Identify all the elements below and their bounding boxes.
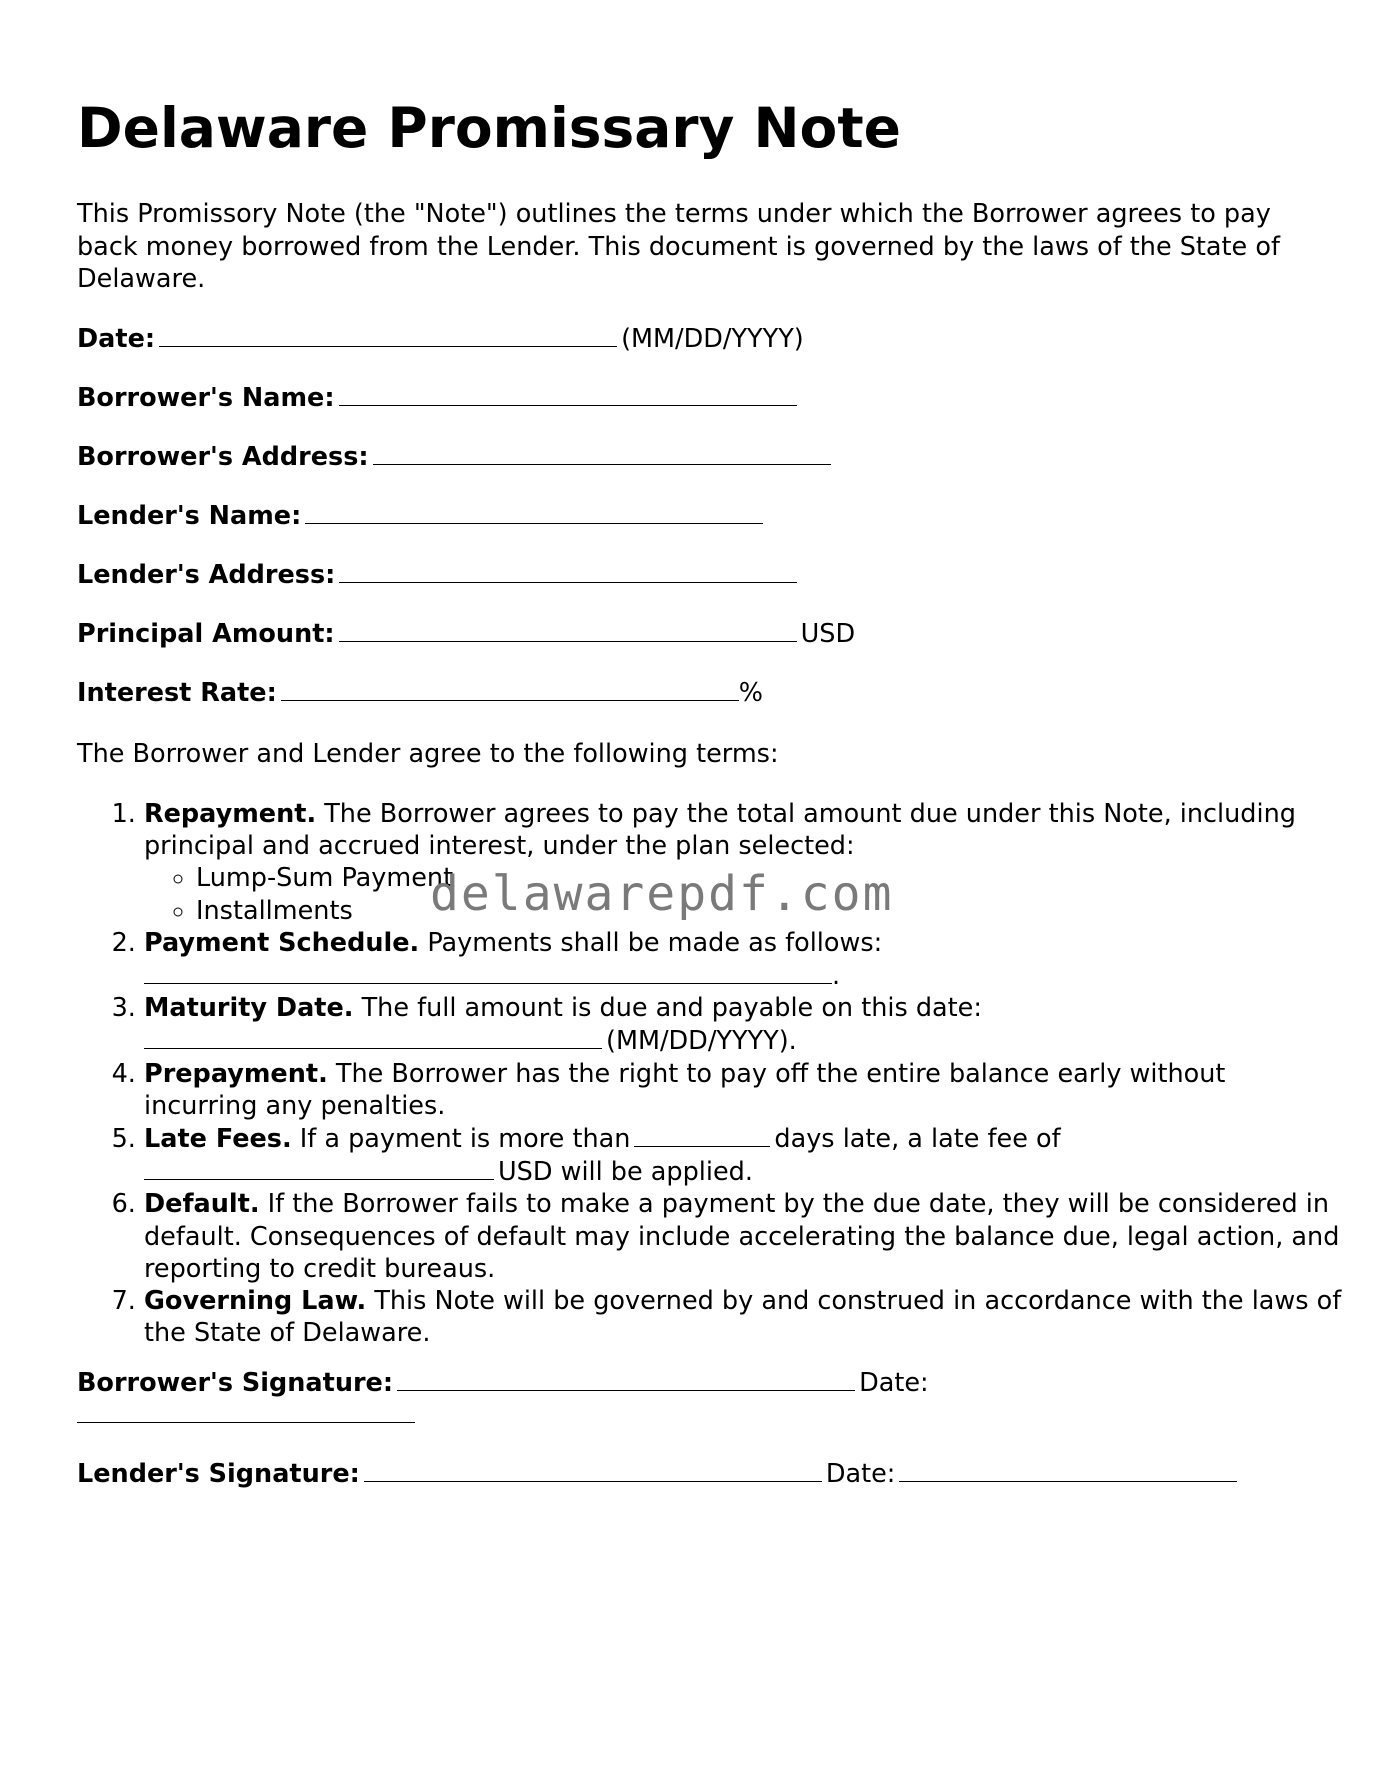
term-text: USD will be applied. bbox=[498, 1157, 753, 1188]
lender-signature-field bbox=[77, 1457, 1241, 1490]
lender-name-label: Lender's Name: bbox=[77, 501, 302, 531]
term-title: Governing Law. bbox=[144, 1286, 367, 1317]
term-text: This Note will be governed by and construed in accordance with the laws of the State of Delaware. bbox=[144, 1286, 1342, 1349]
interest-label: Interest Rate: bbox=[77, 678, 277, 708]
borrower-address-blank[interactable] bbox=[373, 440, 831, 465]
principal-label: Principal Amount: bbox=[77, 619, 335, 649]
lender-signature-label: Lender's Signature: bbox=[77, 1459, 360, 1489]
option-installments: ◦ Installments bbox=[196, 895, 1344, 927]
late-fee-blank[interactable] bbox=[144, 1155, 494, 1180]
date-field bbox=[77, 322, 804, 355]
date-format: (MM/DD/YYYY) bbox=[621, 324, 804, 354]
interest-blank[interactable] bbox=[281, 676, 739, 701]
lender-signature-date-blank[interactable] bbox=[899, 1457, 1237, 1482]
lender-signature-date-label: Date: bbox=[825, 1459, 896, 1489]
date-blank[interactable] bbox=[159, 322, 617, 347]
interest-field bbox=[77, 676, 763, 709]
term-text: Payments shall be made as follows: bbox=[427, 927, 883, 958]
term-text: If a payment is more than bbox=[299, 1124, 631, 1155]
term-text: days late, a late fee of bbox=[774, 1124, 1061, 1155]
date-label: Date: bbox=[77, 324, 156, 354]
borrower-signature-field bbox=[77, 1366, 929, 1399]
watermark-text: delawarepdf.com bbox=[430, 866, 894, 922]
schedule-period: . bbox=[832, 961, 841, 992]
intro-paragraph: This Promissory Note (the "Note") outlines the terms under which the Borrower agrees to pay back money borrowed from the Lender. This document is governed by the laws of the State of Delaware. bbox=[77, 199, 1280, 294]
term-text: The full amount is due and payable on this date: bbox=[361, 993, 982, 1024]
term-title: Maturity Date. bbox=[144, 993, 354, 1024]
borrower-signature-blank[interactable] bbox=[397, 1366, 855, 1391]
term-late-fees bbox=[144, 1122, 1344, 1188]
lender-address-label: Lender's Address: bbox=[77, 560, 336, 590]
lender-name-field bbox=[77, 499, 767, 532]
lender-signature-blank[interactable] bbox=[364, 1457, 822, 1482]
interest-percent: % bbox=[738, 678, 764, 708]
term-governing-law bbox=[144, 1285, 1344, 1349]
term-text: The Borrower agrees to pay the total amount due under this Note, including principal and accrued interest, under the plan selected: bbox=[144, 799, 1296, 862]
option-lump-sum: ◦ Lump-Sum Payment bbox=[196, 862, 1344, 894]
term-maturity-date bbox=[144, 992, 1344, 1057]
borrower-signature-date-blank[interactable] bbox=[77, 1398, 415, 1423]
borrower-name-blank[interactable] bbox=[339, 381, 797, 406]
principal-field bbox=[77, 617, 855, 650]
terms-intro: The Borrower and Lender agree to the following terms: bbox=[77, 739, 779, 769]
schedule-blank[interactable] bbox=[144, 959, 832, 984]
borrower-name-field bbox=[77, 381, 801, 414]
term-text: If the Borrower fails to make a payment by the due date, they will be considered in default. Consequences of default may include accelerating the balance due, legal action, and reporting to credit bureaus. bbox=[144, 1189, 1340, 1284]
borrower-signature-date-row bbox=[77, 1398, 415, 1431]
term-title: Prepayment. bbox=[144, 1058, 328, 1089]
late-days-blank[interactable] bbox=[634, 1122, 770, 1147]
lender-address-field bbox=[77, 558, 801, 591]
term-prepayment bbox=[144, 1058, 1344, 1122]
lender-address-blank[interactable] bbox=[339, 558, 797, 583]
term-title: Payment Schedule. bbox=[144, 927, 420, 958]
term-text: The Borrower has the right to pay off the entire balance early without incurring any penalties. bbox=[144, 1058, 1226, 1121]
page-title: Delaware Promissary Note bbox=[77, 96, 901, 160]
borrower-signature-date-label: Date: bbox=[859, 1368, 929, 1398]
term-payment-schedule bbox=[144, 927, 1344, 992]
lender-name-blank[interactable] bbox=[305, 499, 763, 524]
maturity-format: (MM/DD/YYYY). bbox=[606, 1026, 797, 1057]
term-title: Late Fees. bbox=[144, 1124, 292, 1155]
borrower-address-label: Borrower's Address: bbox=[77, 442, 369, 472]
term-title: Repayment. bbox=[144, 799, 317, 829]
borrower-signature-label: Borrower's Signature: bbox=[77, 1368, 394, 1398]
borrower-address-field bbox=[77, 440, 835, 473]
term-title: Default. bbox=[144, 1189, 260, 1220]
principal-currency: USD bbox=[800, 619, 856, 649]
borrower-name-label: Borrower's Name: bbox=[77, 383, 335, 413]
maturity-blank[interactable] bbox=[144, 1024, 602, 1049]
term-default bbox=[144, 1188, 1344, 1285]
principal-blank[interactable] bbox=[339, 617, 797, 642]
